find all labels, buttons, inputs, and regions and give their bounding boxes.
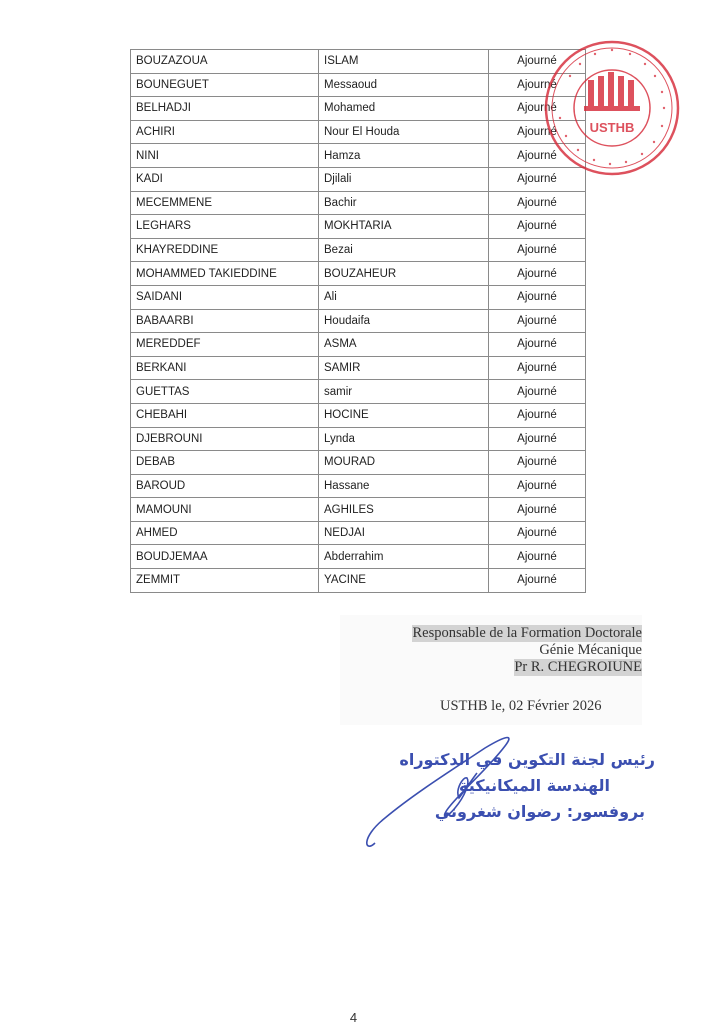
first-name-cell: SAMIR [319,356,489,380]
result-cell: Ajourné [489,167,586,191]
first-name-cell: Bachir [319,191,489,215]
last-name-cell: KHAYREDDINE [131,238,319,262]
arabic-title-line: رئيس لجنة التكوين في الدكتوراه [399,750,655,769]
first-name-cell: MOURAD [319,451,489,475]
handwritten-signature [355,728,665,858]
first-name-cell: ISLAM [319,50,489,74]
first-name-cell: Djilali [319,167,489,191]
result-cell: Ajourné [489,356,586,380]
first-name-cell: Abderrahim [319,545,489,569]
result-cell: Ajourné [489,238,586,262]
result-cell: Ajourné [489,73,586,97]
last-name-cell: CHEBAHI [131,403,319,427]
last-name-cell: BABAARBI [131,309,319,333]
first-name-cell: MOKHTARIA [319,215,489,239]
table-row [131,403,586,427]
last-name-cell: GUETTAS [131,380,319,404]
issue-date: USTHB le, 02 Février 2026 [440,698,602,714]
first-name-cell: Nour El Houda [319,120,489,144]
last-name-cell: ACHIRI [131,120,319,144]
first-name-cell: Mohamed [319,97,489,121]
last-name-cell: KADI [131,167,319,191]
result-cell: Ajourné [489,403,586,427]
table-row [131,451,586,475]
result-cell: Ajourné [489,120,586,144]
result-cell: Ajourné [489,97,586,121]
first-name-cell: Bezai [319,238,489,262]
result-cell: Ajourné [489,474,586,498]
first-name-cell: AGHILES [319,498,489,522]
table-row [131,285,586,309]
first-name-cell: Messaoud [319,73,489,97]
result-cell: Ajourné [489,521,586,545]
first-name-cell: Houdaifa [319,309,489,333]
signatory-title: Responsable de la Formation Doctorale [412,625,642,641]
arabic-name-line: بروفسور: رضوان شغروني [434,802,645,821]
result-cell: Ajourné [489,309,586,333]
table-row [131,238,586,262]
first-name-cell: HOCINE [319,403,489,427]
table-row [131,262,586,286]
first-name-cell: NEDJAI [319,521,489,545]
table-row [131,215,586,239]
table-row [131,333,586,357]
table-row [131,73,586,97]
result-cell: Ajourné [489,262,586,286]
last-name-cell: MOHAMMED TAKIEDDINE [131,262,319,286]
table-row [131,356,586,380]
table-row [131,97,586,121]
table-row [131,498,586,522]
last-name-cell: DEBAB [131,451,319,475]
result-cell: Ajourné [489,380,586,404]
first-name-cell: BOUZAHEUR [319,262,489,286]
table-row [131,191,586,215]
result-cell: Ajourné [489,569,586,593]
official-stamp [540,36,685,181]
result-cell: Ajourné [489,144,586,168]
result-cell: Ajourné [489,333,586,357]
table-row [131,50,586,74]
signatory-name: Pr R. CHEGROIUNE [514,659,642,675]
result-cell: Ajourné [489,285,586,309]
table-row [131,427,586,451]
first-name-cell: ASMA [319,333,489,357]
table-row [131,569,586,593]
first-name-cell: Hamza [319,144,489,168]
last-name-cell: AHMED [131,521,319,545]
page-number: 4 [349,1010,358,1025]
last-name-cell: BAROUD [131,474,319,498]
result-cell: Ajourné [489,215,586,239]
arabic-department-line: الهندسة الميكانيكية [459,776,610,795]
table-row [131,144,586,168]
last-name-cell: DJEBROUNI [131,427,319,451]
result-cell: Ajourné [489,545,586,569]
last-name-cell: BELHADJI [131,97,319,121]
table-row [131,521,586,545]
first-name-cell: Lynda [319,427,489,451]
table-row [131,545,586,569]
last-name-cell: MAMOUNI [131,498,319,522]
last-name-cell: BOUDJEMAA [131,545,319,569]
last-name-cell: LEGHARS [131,215,319,239]
result-cell: Ajourné [489,498,586,522]
table-row [131,474,586,498]
last-name-cell: MECEMMENE [131,191,319,215]
results-table-body [131,50,586,593]
results-table [130,49,586,593]
last-name-cell: MEREDDEF [131,333,319,357]
last-name-cell: SAIDANI [131,285,319,309]
department-name: Génie Mécanique [539,642,642,658]
last-name-cell: ZEMMIT [131,569,319,593]
first-name-cell: Ali [319,285,489,309]
last-name-cell: BOUZAZOUA [131,50,319,74]
stamp-text: USTHB [589,120,635,135]
last-name-cell: NINI [131,144,319,168]
first-name-cell: samir [319,380,489,404]
last-name-cell: BERKANI [131,356,319,380]
table-row [131,120,586,144]
result-cell: Ajourné [489,50,586,74]
result-cell: Ajourné [489,451,586,475]
result-cell: Ajourné [489,427,586,451]
table-row [131,167,586,191]
first-name-cell: YACINE [319,569,489,593]
last-name-cell: BOUNEGUET [131,73,319,97]
table-row [131,380,586,404]
result-cell: Ajourné [489,191,586,215]
first-name-cell: Hassane [319,474,489,498]
table-row [131,309,586,333]
